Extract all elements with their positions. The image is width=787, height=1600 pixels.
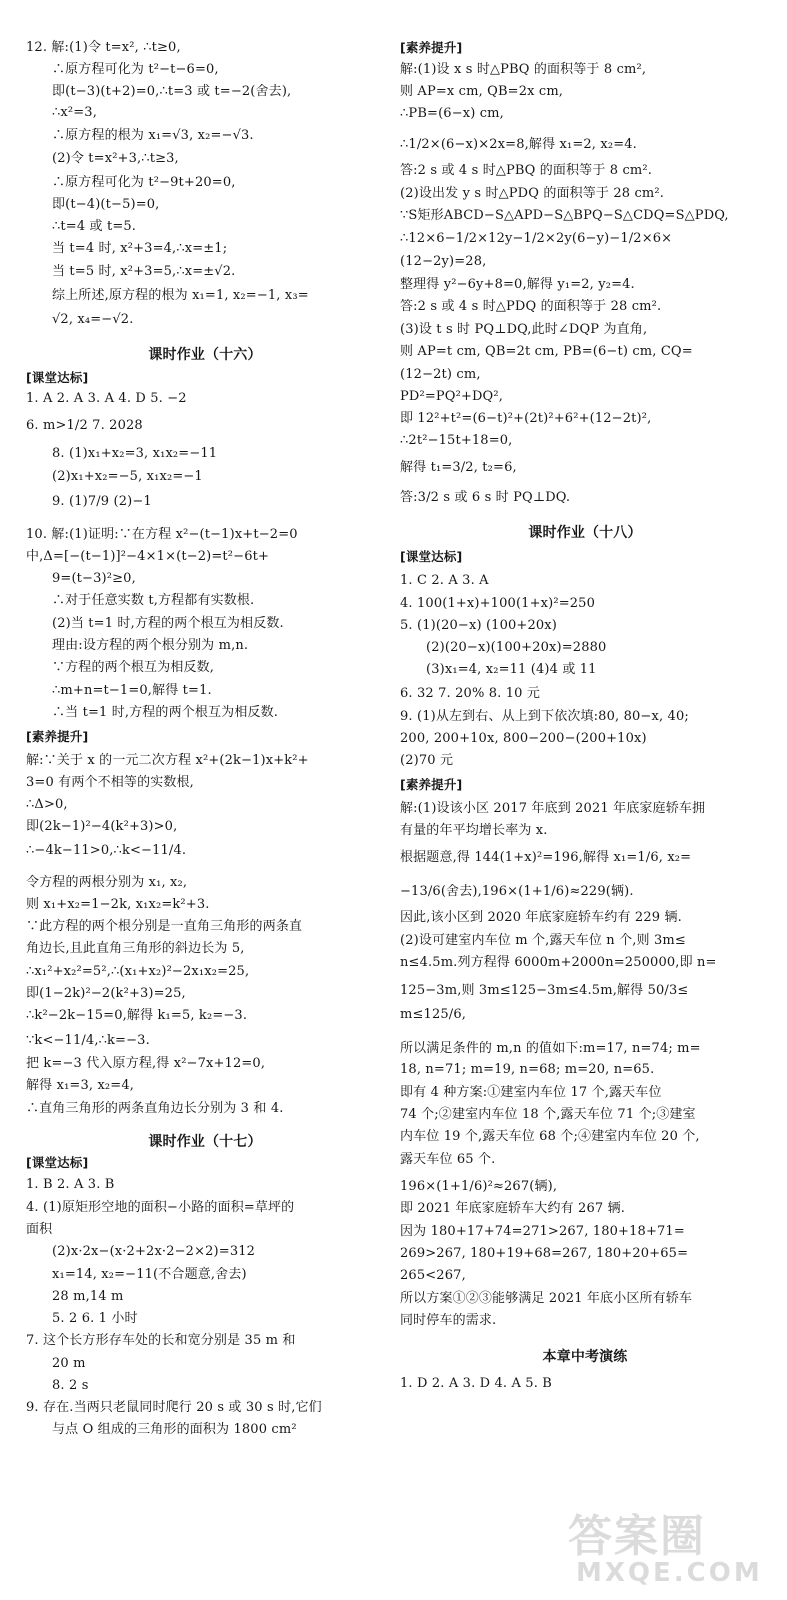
- answer-line: 解得 t₁=3/2, t₂=6,: [400, 460, 517, 475]
- answer-line: 令方程的两根分别为 x₁, x₂,: [26, 875, 188, 890]
- answer-line: 因为 180+17+74=271>267, 180+18+71=: [400, 1224, 685, 1239]
- subsection-label: [素养提升]: [26, 729, 89, 744]
- answer-line: −13/6(舍去),196×(1+1/6)≈229(辆).: [400, 884, 634, 899]
- section-heading: 课时作业（十六）: [148, 347, 262, 363]
- answer-line: ∴x²=3,: [52, 105, 98, 120]
- answer-line: 10. 解:(1)证明:∵在方程 x²−(t−1)x+t−2=0: [26, 527, 298, 542]
- answer-line: 解:(1)设该小区 2017 年底到 2021 年底家庭轿车拥: [400, 801, 706, 816]
- answer-line: 6. 32 7. 20% 8. 10 元: [400, 686, 540, 701]
- answer-line: 265<267,: [400, 1268, 466, 1283]
- answer-line: 即有 4 种方案:①建室内车位 17 个,露天车位: [400, 1085, 662, 1100]
- answer-line: ∵方程的两个根互为相反数,: [52, 660, 215, 675]
- answer-line: ∴对于任意实数 t,方程都有实数根.: [52, 593, 255, 608]
- answer-line: 与点 O 组成的三角形的面积为 1800 cm²: [52, 1422, 297, 1437]
- answer-line: ∴2t²−15t+18=0,: [400, 433, 513, 448]
- answer-line: 角边长,且此直角三角形的斜边长为 5,: [26, 941, 245, 956]
- answer-line: n≤4.5m.列方程得 6000m+2000n=250000,即 n=: [400, 955, 717, 970]
- answer-line: 则 AP=t cm, QB=2t cm, PB=(6−t) cm, CQ=: [400, 344, 693, 359]
- answer-line: 196×(1+1/6)²≈267(辆),: [400, 1179, 558, 1194]
- answer-line: (2)x₁+x₂=−5, x₁x₂=−1: [52, 469, 203, 484]
- subsection-label: [课堂达标]: [400, 549, 463, 564]
- answer-line: (2)70 元: [400, 753, 454, 768]
- answer-line: 当 t=4 时, x²+3=4,∴x=±1;: [52, 241, 228, 256]
- answer-line: ∴Δ>0,: [26, 797, 68, 812]
- answer-line: 答:2 s 或 4 s 时△PDQ 的面积等于 28 cm².: [400, 299, 662, 314]
- answer-line: ∴t=4 或 t=5.: [52, 219, 137, 234]
- answer-line: 答:2 s 或 4 s 时△PBQ 的面积等于 8 cm².: [400, 163, 653, 178]
- answer-line: ∴原方程可化为 t²−t−6=0,: [52, 62, 219, 77]
- subsection-label: [课堂达标]: [26, 1155, 89, 1170]
- answer-line: 有量的年平均增长率为 x.: [400, 823, 548, 838]
- answer-line: 28 m,14 m: [52, 1289, 124, 1304]
- answer-line: 7. 这个长方形存车处的长和宽分别是 35 m 和: [26, 1333, 296, 1348]
- subsection-label: [素养提升]: [400, 40, 463, 55]
- answer-line: 即(t−3)(t+2)=0,∴t=3 或 t=−2(舍去),: [52, 84, 292, 99]
- answer-line: 内车位 19 个,露天车位 68 个;④建室内车位 20 个,: [400, 1129, 700, 1144]
- answer-line: 同时停车的需求.: [400, 1313, 497, 1328]
- answer-line: 1. A 2. A 3. A 4. D 5. −2: [26, 391, 187, 406]
- answer-line: 因此,该小区到 2020 年底家庭轿车约有 229 辆.: [400, 910, 682, 925]
- section-heading: 课时作业（十七）: [148, 1134, 262, 1150]
- answer-line: ∵此方程的两个根分别是一直角三角形的两条直: [26, 919, 303, 934]
- answer-line: ∵S矩形ABCD−S△APD−S△BPQ−S△CDQ=S△PDQ,: [400, 208, 729, 223]
- answer-line: (2)令 t=x²+3,∴t≥3,: [52, 151, 179, 166]
- subsection-label: [课堂达标]: [26, 370, 89, 385]
- answer-line: (2)x·2x−(x·2+2x·2−2×2)=312: [52, 1244, 256, 1259]
- answer-line: ∴m+n=t−1=0,解得 t=1.: [52, 683, 212, 698]
- answer-line: 中,Δ=[−(t−1)]²−4×1×(t−2)=t²−6t+: [26, 549, 270, 564]
- answer-line: 根据题意,得 144(1+x)²=196,解得 x₁=1/6, x₂=: [400, 850, 692, 865]
- answer-line: ∴12×6−1/2×12y−1/2×2y(6−y)−1/2×6×: [400, 231, 673, 246]
- answer-line: 即(1−2k)²−2(k²+3)=25,: [26, 986, 186, 1001]
- answer-line: 9. 存在.当两只老鼠同时爬行 20 s 或 30 s 时,它们: [26, 1400, 322, 1415]
- answer-line: 6. m>1/2 7. 2028: [26, 418, 143, 433]
- answer-line: 200, 200+10x, 800−200−(200+10x): [400, 731, 647, 746]
- answer-line: ∴原方程的根为 x₁=√3, x₂=−√3.: [52, 128, 254, 143]
- answer-line: 则 x₁+x₂=1−2k, x₁x₂=k²+3.: [26, 897, 210, 912]
- section-heading: 课时作业（十八）: [528, 525, 642, 541]
- answer-line: ∴当 t=1 时,方程的两个根互为相反数.: [52, 705, 279, 720]
- watermark-site-text: MXQE.COM: [576, 1558, 763, 1588]
- answer-line: ∴k²−2k−15=0,解得 k₁=5, k₂=−3.: [26, 1008, 248, 1023]
- answer-line: 当 t=5 时, x²+3=5,∴x=±√2.: [52, 264, 236, 279]
- answer-line: ∴x₁²+x₂²=5²,∴(x₁+x₂)²−2x₁x₂=25,: [26, 964, 250, 979]
- answer-line: 面积: [26, 1222, 53, 1237]
- answer-line: m≤125/6,: [400, 1007, 467, 1022]
- answer-line: 3=0 有两个不相等的实数根,: [26, 775, 194, 790]
- answer-line: 所以方案①②③能够满足 2021 年底小区所有轿车: [400, 1291, 693, 1306]
- watermark-logo-text: 答案圈: [568, 1511, 706, 1562]
- answer-line: x₁=14, x₂=−11(不合题意,舍去): [52, 1267, 247, 1282]
- answer-line: 12. 解:(1)令 t=x², ∴t≥0,: [26, 40, 181, 55]
- answer-line: (2)设可建室内车位 m 个,露天车位 n 个,则 3m≤: [400, 933, 686, 948]
- answer-line: (2)当 t=1 时,方程的两个根互为相反数.: [52, 616, 284, 631]
- answer-line: 理由:设方程的两个根分别为 m,n.: [52, 638, 249, 653]
- answer-line: 答:3/2 s 或 6 s 时 PQ⊥DQ.: [400, 490, 571, 505]
- answer-line: PD²=PQ²+DQ²,: [400, 389, 504, 404]
- answer-line: ∵k<−11/4,∴k=−3.: [26, 1033, 150, 1048]
- answer-line: (2)设出发 y s 时△PDQ 的面积等于 28 cm².: [400, 186, 665, 201]
- answer-line: √2, x₄=−√2.: [52, 312, 134, 327]
- answer-line: ∴PB=(6−x) cm,: [400, 106, 504, 121]
- answer-line: 8. (1)x₁+x₂=3, x₁x₂=−11: [52, 446, 218, 461]
- answer-line: ∴−4k−11>0,∴k<−11/4.: [26, 843, 187, 858]
- answer-line: 8. 2 s: [52, 1378, 89, 1393]
- answer-line: 把 k=−3 代入原方程,得 x²−7x+12=0,: [26, 1056, 266, 1071]
- answer-line: 20 m: [52, 1356, 86, 1371]
- answer-line: 综上所述,原方程的根为 x₁=1, x₂=−1, x₃=: [52, 288, 309, 303]
- answer-line: 即(t−4)(t−5)=0,: [52, 197, 160, 212]
- answer-line: 解:∵关于 x 的一元二次方程 x²+(2k−1)x+k²+: [26, 753, 309, 768]
- answer-line: 整理得 y²−6y+8=0,解得 y₁=2, y₂=4.: [400, 277, 635, 292]
- answer-line: 1. B 2. A 3. B: [26, 1177, 115, 1192]
- answer-line: (12−2y)=28,: [400, 254, 487, 269]
- answer-line: 解:(1)设 x s 时△PBQ 的面积等于 8 cm²,: [400, 62, 647, 77]
- answer-line: 1. C 2. A 3. A: [400, 573, 489, 588]
- answer-line: 5. (1)(20−x) (100+20x): [400, 618, 558, 633]
- answer-line: 5. 2 6. 1 小时: [52, 1311, 138, 1326]
- answer-line: 9=(t−3)²≥0,: [52, 571, 136, 586]
- answer-line: ∴直角三角形的两条直角边长分别为 3 和 4.: [26, 1101, 284, 1116]
- answer-line: 则 AP=x cm, QB=2x cm,: [400, 84, 564, 99]
- answer-line: (3)x₁=4, x₂=11 (4)4 或 11: [426, 662, 597, 677]
- answer-line: 18, n=71; m=19, n=68; m=20, n=65.: [400, 1062, 655, 1077]
- answer-line: 9. (1)从左到右、从上到下依次填:80, 80−x, 40;: [400, 709, 689, 724]
- answer-line: (12−2t) cm,: [400, 367, 481, 382]
- answer-line: 74 个;②建室内车位 18 个,露天车位 71 个;③建室: [400, 1107, 696, 1122]
- answer-line: 9. (1)7/9 (2)−1: [52, 494, 152, 509]
- answer-line: 1. D 2. A 3. D 4. A 5. B: [400, 1376, 552, 1391]
- answer-line: 125−3m,则 3m≤125−3m≤4.5m,解得 50/3≤: [400, 983, 689, 998]
- answer-line: 即 12²+t²=(6−t)²+(2t)²+6²+(12−2t)²,: [400, 411, 652, 426]
- answer-line: 269>267, 180+19+68=267, 180+20+65=: [400, 1246, 689, 1261]
- answer-line: ∴原方程可化为 t²−9t+20=0,: [52, 175, 236, 190]
- answer-line: (3)设 t s 时 PQ⊥DQ,此时∠DQP 为直角,: [400, 322, 648, 337]
- answer-line: ∴1/2×(6−x)×2x=8,解得 x₁=2, x₂=4.: [400, 137, 637, 152]
- subsection-label: [素养提升]: [400, 777, 463, 792]
- answer-line: 解得 x₁=3, x₂=4,: [26, 1078, 135, 1093]
- answer-line: 所以满足条件的 m,n 的值如下:m=17, n=74; m=: [400, 1041, 701, 1056]
- answer-line: 即 2021 年底家庭轿车大约有 267 辆.: [400, 1201, 626, 1216]
- answer-line: 4. 100(1+x)+100(1+x)²=250: [400, 596, 595, 611]
- watermark-logo: [568, 1498, 783, 1598]
- answer-line: 露天车位 65 个.: [400, 1152, 496, 1167]
- answer-line: (2)(20−x)(100+20x)=2880: [426, 640, 607, 655]
- answer-line: 即(2k−1)²−4(k²+3)>0,: [26, 819, 178, 834]
- answer-line: 4. (1)原矩形空地的面积−小路的面积=草坪的: [26, 1200, 295, 1215]
- section-heading: 本章中考演练: [542, 1349, 628, 1365]
